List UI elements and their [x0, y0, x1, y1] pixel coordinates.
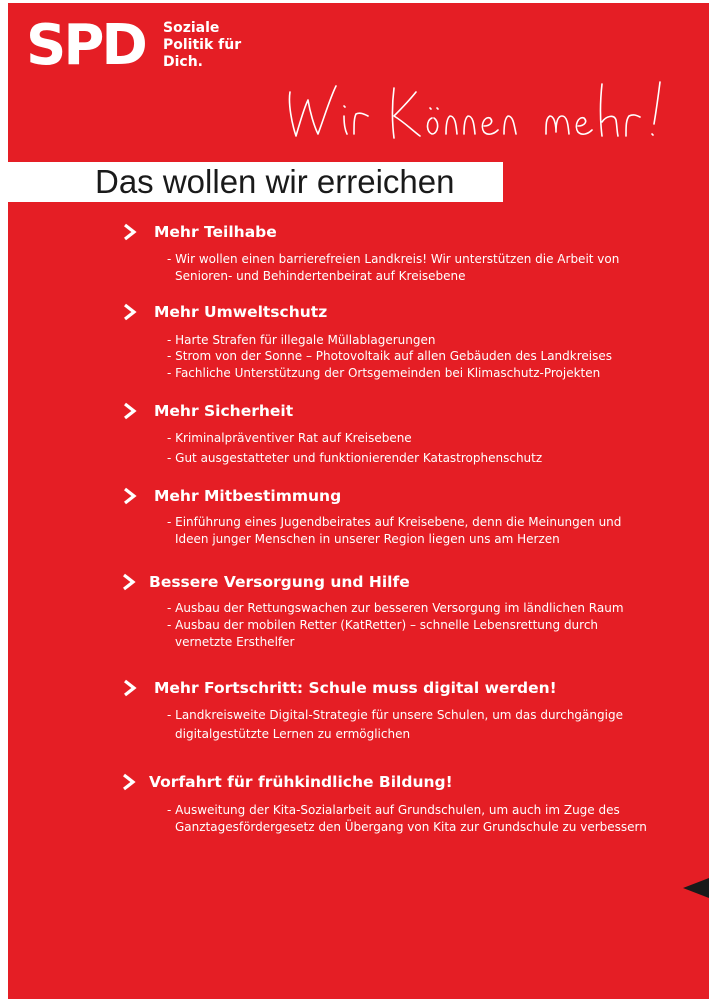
bullet-line: - Landkreisweite Digital-Strategie für unsere Schulen, um das durchgängige: [167, 708, 623, 722]
tagline-line: Dich.: [163, 54, 204, 70]
tagline-line: Soziale: [163, 20, 220, 36]
section-bullet: [167, 332, 436, 349]
top-white-strip: [0, 0, 709, 3]
section-bullet: [167, 430, 412, 447]
chevron-right-icon: [122, 773, 136, 791]
bullet-line: - Kriminalpräventiver Rat auf Kreisebene: [167, 431, 412, 445]
spd-logo: SPD: [26, 13, 145, 78]
bullet-line: - Fachliche Unterstützung der Ortsgemeinden bei Klimaschutz-Projekten: [167, 366, 601, 380]
section-bullet: [167, 802, 647, 836]
bullet-line: - Ausbau der Rettungswachen zur besseren Versorgung im ländlichen Raum: [167, 601, 624, 615]
chevron-right-icon: [123, 223, 137, 241]
section-bullet: [167, 450, 542, 467]
corner-arrow-icon: [683, 874, 709, 902]
section-heading: Mehr Umweltschutz: [154, 303, 328, 321]
section-bullet: [167, 707, 623, 743]
bullet-line: Ideen junger Menschen in unserer Region liegen uns am Herzen: [175, 532, 560, 546]
chevron-right-icon: [122, 573, 136, 591]
bullet-line: digitalgestützte Lernen zu ermöglichen: [175, 727, 411, 741]
bullet-line: - Einführung eines Jugendbeirates auf Kreisebene, denn die Meinungen und: [167, 515, 622, 529]
page-title: Das wollen wir erreichen: [95, 163, 455, 200]
chevron-right-icon: [123, 303, 137, 321]
section-bullet: [167, 617, 598, 651]
section-bullet: [167, 251, 619, 285]
section-heading: Mehr Teilhabe: [154, 223, 277, 241]
bullet-line: - Ausbau der mobilen Retter (KatRetter) – schnelle Lebensrettung durch: [167, 618, 599, 632]
section-heading: Mehr Sicherheit: [154, 402, 294, 420]
bullet-line: - Strom von der Sonne – Photovoltaik auf allen Gebäuden des Landkreises: [167, 349, 612, 363]
section-bullet: [167, 600, 624, 617]
bullet-line: - Ausweitung der Kita-Sozialarbeit auf Grundschulen, um auch im Zuge des: [167, 803, 620, 817]
bullet-line: vernetzte Ersthelfer: [175, 635, 295, 649]
section-heading: Vorfahrt für frühkindliche Bildung!: [149, 773, 453, 791]
bullet-line: - Gut ausgestatteter und funktionierender Katastrophenschutz: [167, 451, 543, 465]
tagline-line: Politik für: [163, 37, 242, 53]
bullet-line: Ganztagesfördergesetz den Übergang von Kita zur Grundschule zu verbessern: [175, 820, 647, 834]
section-bullet: [167, 514, 621, 548]
section-heading: Mehr Fortschritt: Schule muss digital werden!: [154, 679, 557, 697]
chevron-right-icon: [123, 487, 137, 505]
chevron-right-icon: [123, 402, 137, 420]
bullet-line: Senioren- und Behindertenbeirat auf Kreisebene: [175, 269, 466, 283]
chevron-right-icon: [123, 679, 137, 697]
slogan-handwriting: [284, 74, 674, 154]
section-bullet: [167, 365, 600, 382]
tagline: [163, 20, 283, 71]
left-white-strip: [0, 0, 8, 999]
bullet-line: - Wir wollen einen barrierefreien Landkreis! Wir unterstützen die Arbeit von: [167, 252, 620, 266]
section-bullet: [167, 348, 612, 365]
section-heading: Mehr Mitbestimmung: [154, 487, 342, 505]
section-heading: Bessere Versorgung und Hilfe: [149, 573, 410, 591]
bullet-line: - Harte Strafen für illegale Müllablagerungen: [167, 333, 436, 347]
